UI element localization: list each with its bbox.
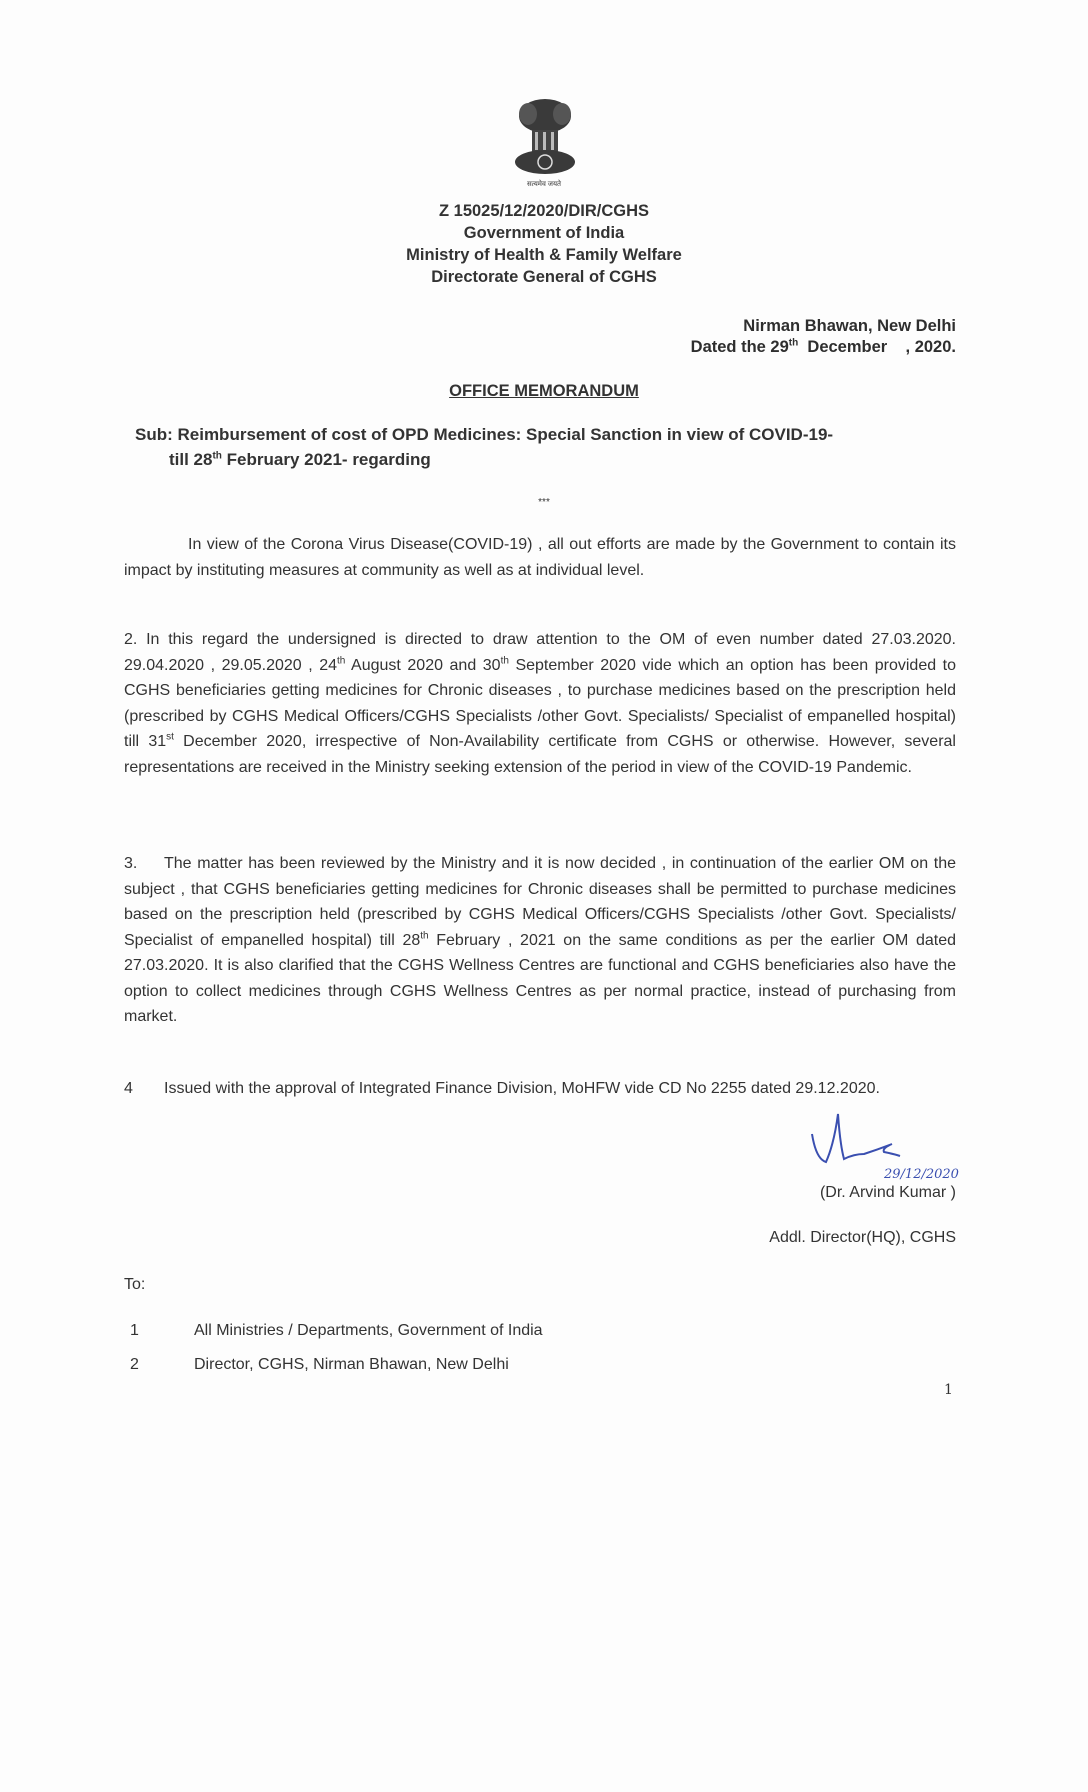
paragraph-text: 2. In this regard the undersigned is directed to draw attention to the OM of even number dated 27.03.2020. 29.04.2020 , 29.05.2020 , 24 bbox=[124, 631, 956, 674]
emblem-motto: सत्यमेव जयते bbox=[526, 181, 562, 188]
subject-line2 bbox=[135, 447, 965, 472]
header-ministry: Ministry of Health & Family Welfare bbox=[406, 246, 682, 264]
recipient-number: 2 bbox=[130, 1356, 139, 1373]
paragraph-text: February , 2021 on the same conditions as per the earlier OM dated 27.03.2020. It is also clarified that the CGHS Wellness Centres are functional and CGHS beneficiaries also have the option to collect medicines through CGHS Wellness Centres as per normal practice, instead of purchasing from market. bbox=[124, 931, 957, 1025]
file-number: Z 15025/12/2020/DIR/CGHS bbox=[438, 202, 650, 220]
paragraph-text: The matter has been reviewed by the Ministry and it is now decided , in continuation of the earlier OM on the subject , that CGHS beneficiaries getting medicines for Chronic diseases shall be permitted to purchase medicines based on the prescription held (prescribed by CGHS Medical Officers/CGHS Specialists /other Govt. Specialists/ Specialist of empanelled hospital) till 28 bbox=[124, 855, 956, 949]
subject-sup: th bbox=[212, 450, 222, 462]
sup: th bbox=[337, 655, 346, 667]
paragraph-3 bbox=[124, 851, 956, 1030]
header-directorate: Directorate General of CGHS bbox=[431, 268, 657, 286]
header-government: Government of India bbox=[463, 224, 625, 242]
place: Nirman Bhawan, New Delhi bbox=[743, 317, 956, 335]
paragraph-text: September 2020 vide which an option has been provided to CGHS beneficiaries getting medicines for Chronic diseases , to purchase medicines based on the prescription held (prescribed by CGHS Medical Officers/CGHS Specialists /other Govt. Specialists/ Specialist of empanelled hospital) till 31 bbox=[124, 656, 956, 750]
paragraph-text: Issued with the approval of Integrated Finance Division, MoHFW vide CD No 2255 dated 29.12.2020. bbox=[164, 1080, 880, 1097]
signatory-designation: Addl. Director(HQ), CGHS bbox=[769, 1229, 956, 1246]
page-number: 1 bbox=[944, 1382, 953, 1398]
paragraph-number: 4 bbox=[124, 1080, 133, 1097]
recipient-2 bbox=[124, 1356, 509, 1374]
date-prefix: Dated the 29 bbox=[690, 338, 789, 356]
recipient-1 bbox=[124, 1322, 543, 1340]
to-label: To: bbox=[124, 1276, 146, 1293]
recipient-number: 1 bbox=[130, 1322, 139, 1339]
paragraph-text: In view of the Corona Virus Disease(COVID-19) , all out efforts are made by the Government to contain its impact by instituting measures at community as well as at individual level. bbox=[124, 536, 956, 579]
paragraph-text: December 2020, irrespective of Non-Availability certificate from CGHS or otherwise. However, several representations are received in the Ministry seeking extension of the period in view of the COVID-19 Pandemic. bbox=[124, 733, 956, 776]
separator-stars: *** bbox=[538, 497, 550, 508]
signature-date: 29/12/2020 bbox=[884, 1167, 959, 1182]
memo-title: OFFICE MEMORANDUM bbox=[449, 382, 639, 400]
paragraph-text: August 2020 and 30 bbox=[345, 656, 501, 674]
subject-text: till 28 bbox=[169, 450, 213, 469]
subject bbox=[135, 422, 965, 472]
paragraph-number: 3. bbox=[124, 855, 138, 872]
date-rest: December , 2020. bbox=[798, 338, 956, 356]
signatory-name: (Dr. Arvind Kumar ) bbox=[819, 1184, 956, 1201]
date-line bbox=[691, 337, 956, 358]
paragraph-4 bbox=[124, 1076, 956, 1102]
paragraph-1 bbox=[124, 532, 956, 583]
subject-line1: Sub: Reimbursement of cost of OPD Medicines: Special Sanction in view of COVID-19- bbox=[135, 425, 834, 444]
recipient-text: Director, CGHS, Nirman Bhawan, New Delhi bbox=[194, 1356, 509, 1373]
sup: st bbox=[166, 731, 174, 743]
national-emblem bbox=[508, 96, 582, 180]
subject-text: February 2021- regarding bbox=[221, 450, 431, 469]
recipient-text: All Ministries / Departments, Government of India bbox=[194, 1322, 543, 1339]
date-sup: th bbox=[788, 337, 799, 349]
paragraph-2 bbox=[124, 627, 956, 780]
sup: th bbox=[420, 930, 429, 942]
sup: th bbox=[500, 655, 509, 667]
